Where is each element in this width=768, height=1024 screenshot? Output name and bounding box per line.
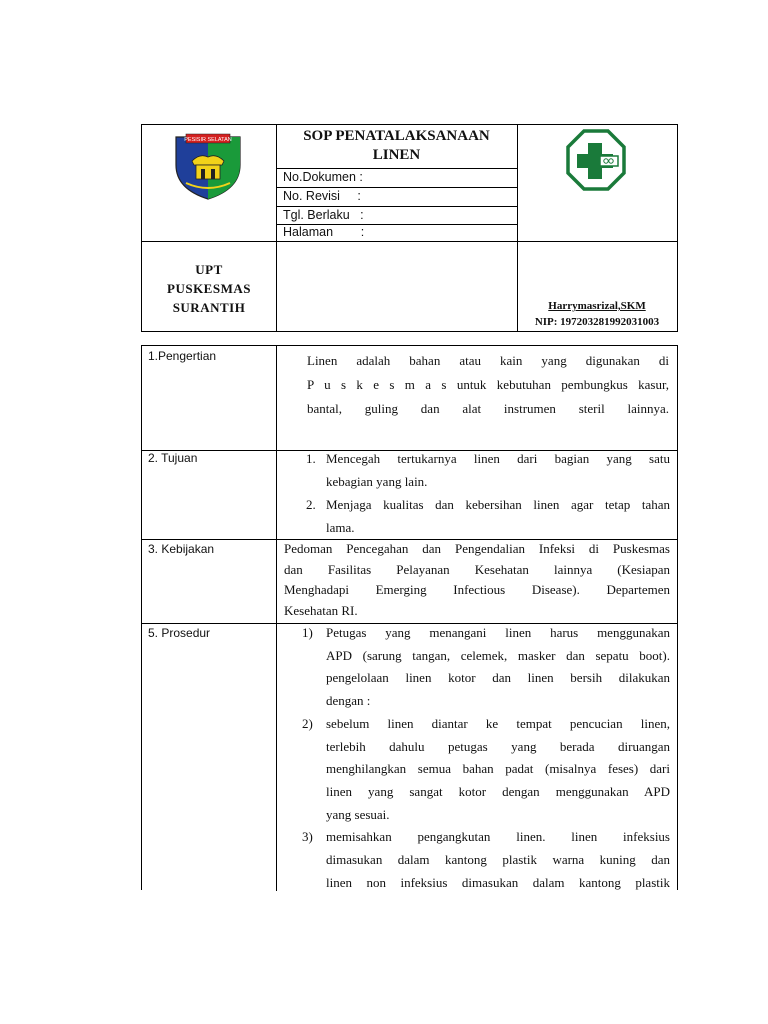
no-revisi-label: No. Revisi : <box>283 189 361 203</box>
puskesmas-logo <box>566 129 626 195</box>
pengertian-text: Linen adalah bahan atau kain yang digunakan di P u s k e s m a s untuk kebutuhan pembungkus kasur, bantal, guling dan alat instrumen steril lainnya. <box>307 353 669 416</box>
pengertian-label: 1.Pengertian <box>148 349 217 363</box>
sop-title-line2: LINEN <box>372 147 421 163</box>
upt-line3: SURANTIH <box>172 300 246 315</box>
list-item: 1. Mencegah tertukarnya linen dari bagian yang satu kebagian yang lain. <box>306 451 670 489</box>
tujuan-list <box>300 447 670 539</box>
header-table <box>141 124 678 332</box>
list-item: 3) memisahkan pengangkutan linen. linen infeksius dimasukan dalam kantong plastik warna kuning dan linen non infeksius dimasukan dalam kantong plastik <box>302 829 670 890</box>
tujuan-label: 2. Tujuan <box>148 451 198 465</box>
signer-nip: NIP: 197203281992031003 <box>534 316 660 328</box>
halaman-label: Halaman : <box>283 225 365 239</box>
upt-line1: UPT <box>195 262 223 277</box>
tgl-berlaku-label: Tgl. Berlaku : <box>283 208 364 222</box>
prosedur-list <box>302 622 670 894</box>
pesisir-selatan-logo <box>172 131 244 201</box>
list-item: 2) sebelum linen diantar ke tempat pencucian linen, terlebih dahulu petugas yang berada diruangan menghilangkan semua bahan padat (misalnya feses) dari linen yang sangat kotor dengan menggunakan APD yang sesuai. <box>302 715 670 822</box>
svg-text:PESISIR SELATAN: PESISIR SELATAN <box>184 137 232 143</box>
list-item: 2. Menjaga kualitas dan kebersihan linen agar tetap tahan lama. <box>306 497 670 535</box>
signer-name: Harrymasrizal,SKM <box>548 300 646 312</box>
sop-content-table <box>141 345 678 890</box>
list-item: 1) Petugas yang menangani linen harus menggunakan APD (sarung tangan, celemek, masker dan sepatu boot). pengelolaan linen kotor dan linen bersih dilakukan dengan : <box>302 625 670 709</box>
upt-line2: PUSKESMAS <box>167 281 251 296</box>
kebijakan-label: 3. Kebijakan <box>148 542 215 556</box>
sop-title-line1: SOP PENATALAKSANAAN <box>303 128 490 144</box>
kebijakan-text: Pedoman Pencegahan dan Pengendalian Infeksi di Puskesmas dan Fasilitas Pelayanan Kesehatan lainnya (Kesiapan Menghadapi Emerging Infectious Disease). Departemen Kesehatan RI. <box>284 541 670 618</box>
prosedur-label: 5. Prosedur <box>148 626 211 640</box>
no-dokumen-label: No.Dokumen : <box>283 170 363 184</box>
